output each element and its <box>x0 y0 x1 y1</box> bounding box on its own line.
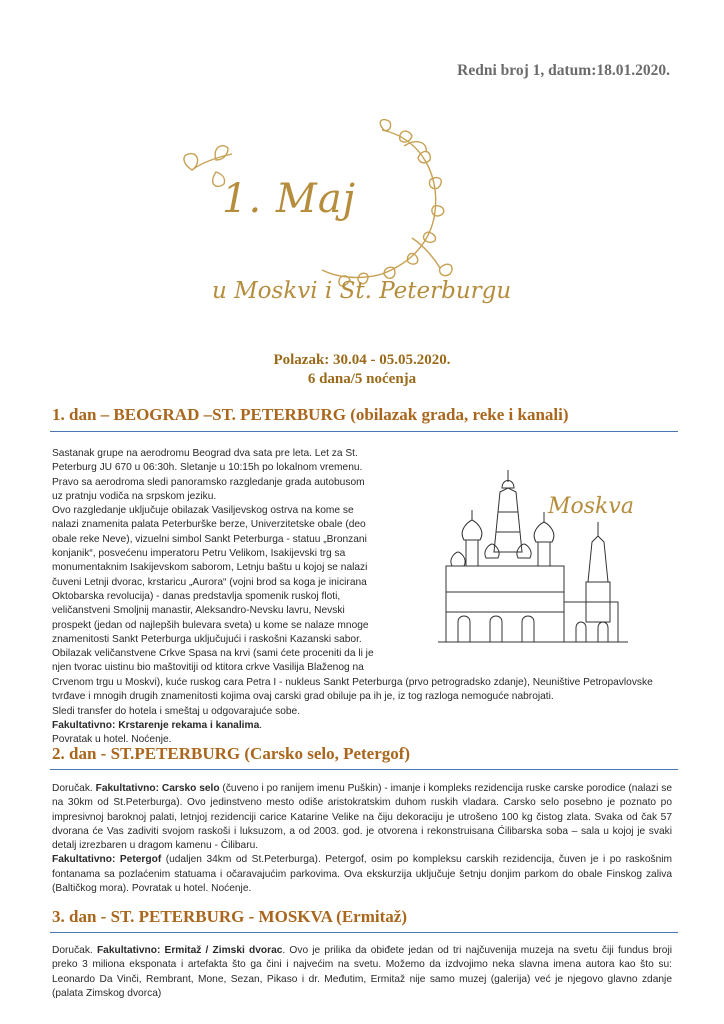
day1-line: Obilazak veličanstvene Crkve Spasa na krvi (sami ćete proceniti da li je <box>52 648 374 660</box>
day1-line: nalazi znamenita palata Peterburške berze, Univerzitetske obale (deo <box>52 519 366 531</box>
day1-line: Sledi transfer do hotela i smeštaj u odgovarajuće sobe. <box>52 705 301 717</box>
day1-line: Oktobarska revolucija) - danas predstavlja spomenik ruskoj floti, <box>52 590 341 602</box>
day3-description <box>52 944 672 1001</box>
day1-line: konjanik“, posvećenu imperatoru Petru Velikom, Isakijevski trg sa <box>52 548 346 560</box>
cathedral-illustration <box>438 462 628 652</box>
day1-line: Peterburg JU 670 u 06:30h. Sletanje u 10:15h po lokalnom vremenu. <box>52 462 363 474</box>
day1-line: veličanstveni Smoljnij manastir, Aleksandro-Nevsku lavru, Nevski <box>52 605 345 617</box>
day3-paragraph-1 <box>52 944 672 1001</box>
day1-line: Ovo razgledanje uključuje obilazak Vasiljevskog ostrva na kome se <box>52 505 354 517</box>
day2-optional-label: Fakultativno: Carsko selo <box>95 783 220 794</box>
day1-divider <box>50 431 678 432</box>
day1-line: čuveni Letnji dvorac, krstaricu „Aurora“ (vojni brod sa koga je inicirana <box>52 576 367 588</box>
day1-title: 1. dan – BEOGRAD –ST. PETERBURG (obilazak grada, reke i kanali) <box>52 405 569 424</box>
day3-title: 3. dan - ST. PETERBURG - MOSKVA (Ermitaž) <box>52 907 407 926</box>
day2-lead: Doručak. <box>52 783 96 794</box>
day2-paragraph-1 <box>52 782 672 853</box>
day1-closing: Povratak u hotel. Noćenje. <box>52 734 172 746</box>
day2-optional-label-2: Fakultativno: Petergof <box>52 854 162 866</box>
day1-line: Pravo sa aerodroma sledi panoramsko razgledanje grada autobusom <box>52 476 365 488</box>
day1-optional-label: Fakultativno: Krstarenje rekama i kanalima <box>52 719 260 731</box>
day3-optional-label: Fakultativno: Ermitaž / Zimski dvorac <box>96 945 283 956</box>
day2-description <box>52 782 672 896</box>
day1-line: monumentaknim Isakijevskom saborom, Letnju baštu u kojoj se nalazi <box>52 562 368 574</box>
day2-text-2: (udaljen 34km od St.Peterburga). Petergof, osim po kompleksu carskih rezidencija, čuven je i po raskošnim fontanama sa pozlaćenim statuama i očaravajućim parkovima. Ova ekskurzija uključuje šetnju donjim parkom do obale Finskog zaliva (Baltičkog mora). Povratak u hotel. Noćenje. <box>52 854 673 895</box>
day1-line: Sastanak grupe na aerodromu Beograd dva sata pre leta. Let za St. <box>52 448 358 459</box>
day2-title: 2. dan - ST.PETERBURG (Carsko selo, Petergof) <box>52 744 411 763</box>
day2-paragraph-2 <box>52 853 672 896</box>
day1-continuation <box>52 676 682 747</box>
day3-text: . Ovo je prilika da obiđete jedan od tri najčuvenija muzeja na svetu čiji fundus broji preko 3 miliona eksponata i artefakta što ga čini i najvećim na svetu. Možemo da izdvojimo neka slavna imena autora kao što su: Leonardo Da Vinči, Rembrant, Mone, Sezan, Pikaso i dr. Međutim, Ermitaž nije samo muzej (galerija) već je njegovo glavno zdanje (palata Zimskog dvorca) <box>52 945 672 999</box>
day1-line: njen tvorac uistinu bio maštovitiji od ktitora crkve Vasilija Blaženog na <box>52 662 364 674</box>
day1-line: uz pratnju vodiča na srpskom jeziku. <box>52 490 217 502</box>
tour-logo <box>172 118 532 333</box>
logo-subtitle: u Moskvi i St. Peterburgu <box>212 278 512 304</box>
day1-optional-end: . <box>259 719 263 731</box>
day1-line: znamenitosti Sankt Peterburga uključujući i raskošni Kazanski sabor. <box>52 633 362 645</box>
day1-description <box>52 447 452 676</box>
day1-line: tvrđave i mnogih drugih znamenitosti kojima ovaj carski grad obiluje pa ih je, iz tog razloga nemoguće nabrojati. <box>52 691 554 703</box>
day3-lead: Doručak. <box>52 945 97 956</box>
day1-optional <box>52 719 682 733</box>
document-reference: Redni broj 1, datum:18.01.2020. <box>457 62 670 79</box>
day1-line: prospekt (jedan od najlepših bulevara sveta) u kome se nalaze mnoge <box>52 619 369 631</box>
departure-dates: Polazak: 30.04 - 05.05.2020. <box>273 352 451 368</box>
day2-text: (čuveno i po ranijem imenu Puškin) - imanje i kompleks rezidencija ruske carske porodice (nalazi se na 30km od St.Peterburga). Ovo jedinstveno mesto odiše aristokratskim duhom ruskih vladara. Carsko selo posebno je poznato po impresivnoj baroknoj palati, letnjoj rezidenciji carice Katarine Velike na čiju dekoraciju je utrošeno 100 kg čistog zlata. Svaka od čak 57 dvorana će Vas zadiviti svojom raskoši i luksuzom, a od 2003. god. je otvorena i rekonstruisana Ćilibarska soba – sala u kojoj je svaki detalj izrezbaren u dragom kamenu - Ćilibaru. <box>52 783 672 852</box>
moskva-caption: Moskva <box>548 494 634 519</box>
logo-title: 1. Maj <box>222 176 357 222</box>
day3-divider <box>50 932 678 933</box>
day1-line: Crvenom trgu u Moskvi), kuće ruskog cara Petra I - nukleus Sankt Peterburga (prvo petrogradsko zdanje), Neuništive Petropavlovske <box>52 677 653 688</box>
day2-divider <box>50 769 678 770</box>
trip-duration: 6 dana/5 noćenja <box>307 371 417 387</box>
day1-line: obale reke Neve), vizuelni simbol Sankt Peterburga - statuu „Bronzani <box>52 533 367 545</box>
